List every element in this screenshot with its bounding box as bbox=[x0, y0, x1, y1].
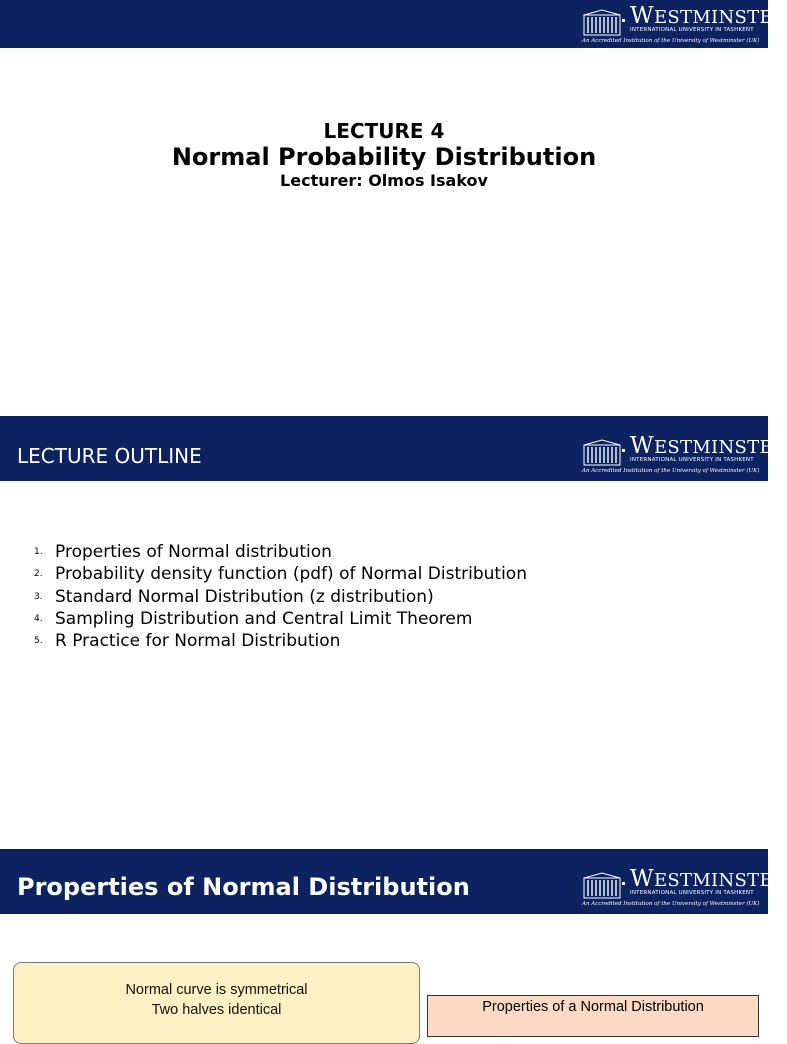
logo-wordmark: WESTMINSTER bbox=[630, 866, 787, 892]
lecture-number: LECTURE 4 bbox=[323, 119, 445, 143]
logo-wordmark: WESTMINSTER bbox=[630, 3, 787, 29]
outline-list bbox=[34, 541, 527, 652]
logo-accreditation: An Accredited Institution of the University of Westminster (UK) bbox=[582, 38, 760, 44]
list-item: 4. Sampling Distribution and Central Limit Theorem bbox=[34, 608, 473, 629]
logo-accreditation: An Accredited Institution of the University of Westminster (UK) bbox=[582, 901, 760, 907]
westminster-logo bbox=[582, 3, 787, 45]
crest-icon bbox=[582, 9, 626, 37]
slide-title bbox=[0, 0, 787, 410]
title-block bbox=[0, 119, 768, 190]
logo-subtitle: INTERNATIONAL UNIVERSITY IN TASHKENT bbox=[630, 890, 754, 896]
properties-heading: Properties of Normal Distribution bbox=[17, 873, 470, 901]
westminster-logo bbox=[582, 433, 787, 475]
logo-wordmark: WESTMINSTER bbox=[630, 433, 787, 459]
outline-heading: LECTURE OUTLINE bbox=[17, 444, 202, 468]
logo-subtitle: INTERNATIONAL UNIVERSITY IN TASHKENT bbox=[630, 457, 754, 463]
list-item: 2. Probability density function (pdf) of Normal Distribution bbox=[34, 564, 527, 585]
callout-line: Normal curve is symmetrical bbox=[125, 982, 308, 998]
logo-accreditation: An Accredited Institution of the University of Westminster (UK) bbox=[582, 468, 760, 474]
crest-icon bbox=[582, 439, 626, 467]
symmetry-callout bbox=[13, 962, 420, 1044]
logo-subtitle: INTERNATIONAL UNIVERSITY IN TASHKENT bbox=[630, 27, 754, 33]
header-band bbox=[0, 0, 787, 48]
callout-line: Two halves identical bbox=[151, 1002, 282, 1018]
list-item: 1. Properties of Normal distribution bbox=[34, 542, 332, 562]
list-item: 3. Standard Normal Distribution (z distribution) bbox=[34, 586, 434, 607]
properties-box-heading: Properties of a Normal Distribution bbox=[482, 999, 704, 1015]
outline-header-band bbox=[0, 416, 787, 481]
westminster-logo bbox=[582, 866, 787, 908]
crest-icon bbox=[582, 872, 626, 900]
list-item: 5. R Practice for Normal Distribution bbox=[34, 631, 341, 652]
properties-header-band bbox=[0, 849, 787, 914]
lecturer-name: Lecturer: Olmos Isakov bbox=[280, 171, 488, 190]
properties-box bbox=[427, 995, 759, 1037]
lecture-title: Normal Probability Distribution bbox=[171, 143, 597, 171]
